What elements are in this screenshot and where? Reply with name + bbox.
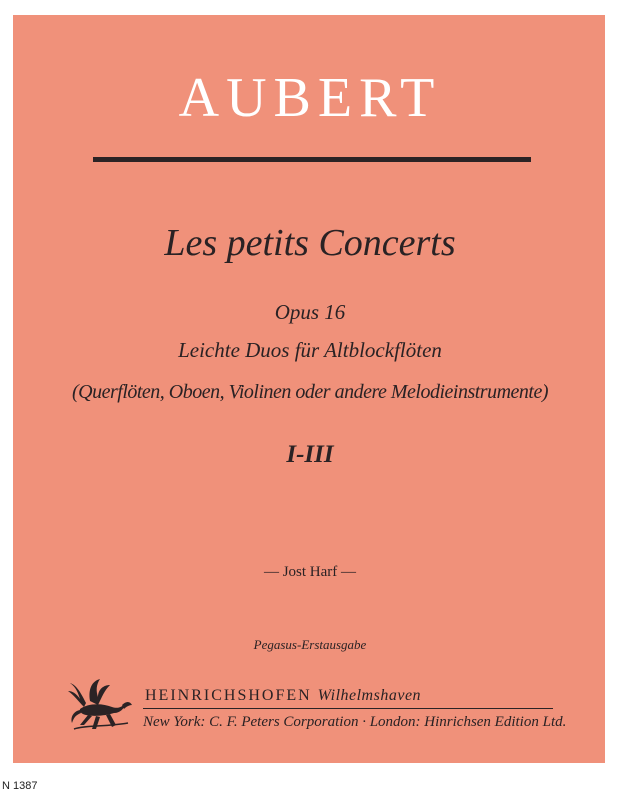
catalog-number: N 1387	[2, 780, 38, 792]
work-subtitle: Leichte Duos für Altblockflöten	[178, 338, 442, 362]
distributor-line: New York: C. F. Peters Corporation · London: Hinrichsen Edition Ltd.	[143, 714, 567, 730]
composer-name: AUBERT	[178, 67, 442, 129]
opus-number: Opus 16	[274, 300, 346, 324]
alternate-instruments: (Querflöten, Oboen, Violinen oder andere Melodieinstrumente)	[72, 381, 548, 403]
volume-range: I-III	[286, 441, 334, 468]
work-title: Les petits Concerts	[164, 222, 456, 264]
publisher-line	[145, 686, 565, 706]
publisher-city: Wilhelmshaven	[317, 687, 422, 704]
pegasus-logo-icon	[66, 677, 134, 733]
title-divider	[93, 157, 531, 162]
publisher-divider	[143, 708, 553, 709]
editor-credit: — Jost Harf —	[263, 564, 357, 580]
publisher-name: HEINRICHSHOFEN	[145, 687, 312, 704]
edition-note: Pegasus-Erstausgabe	[253, 637, 367, 652]
